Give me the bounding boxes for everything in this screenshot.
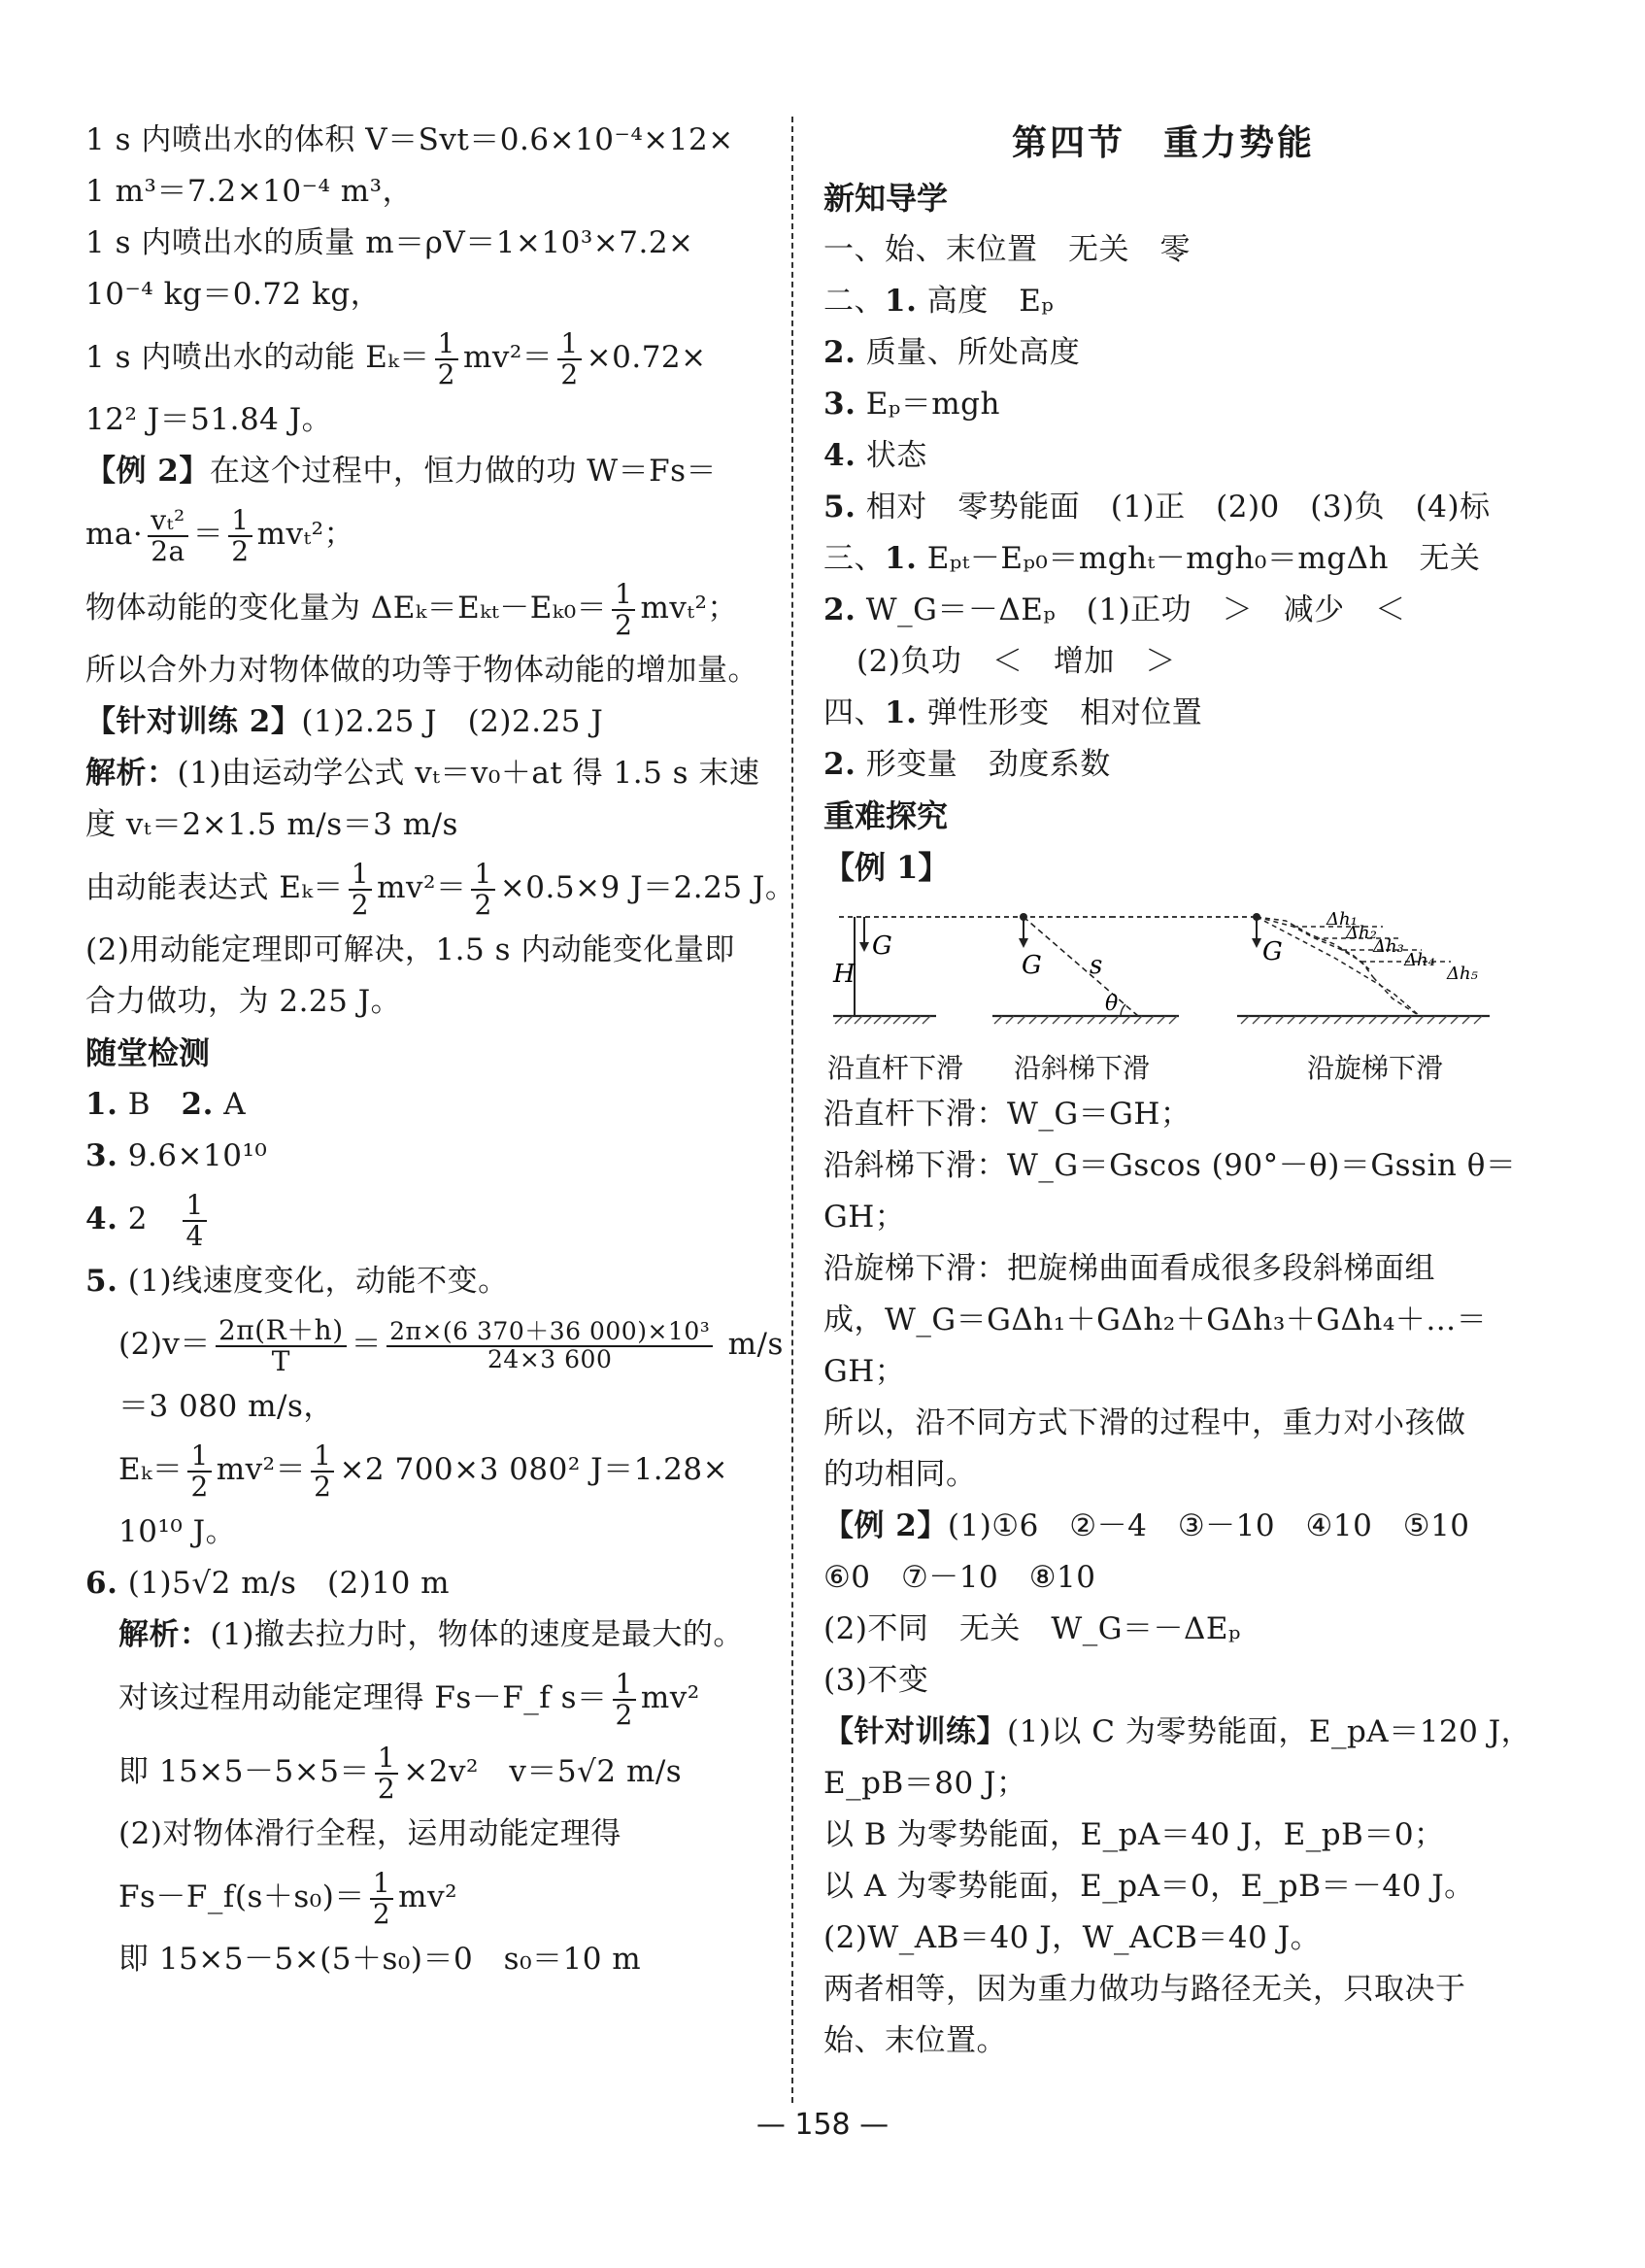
ground-hatch — [1241, 1016, 1482, 1024]
text-line: 的功相同。 — [823, 1457, 977, 1492]
fraction-denominator: 2 — [474, 888, 492, 921]
text-span: 物体动能的变化量为 ΔEₖ＝Eₖₜ－Eₖ₀＝ — [85, 591, 608, 626]
text-line: 以 B 为零势能面，E_pA＝40 J，E_pB＝0； — [823, 1817, 1445, 1852]
text-line: (2)用动能定理即可解决，1.5 s 内动能变化量即 — [85, 932, 735, 967]
text-span: mv²＝ — [377, 870, 467, 905]
angle-label: θ — [1105, 992, 1119, 1016]
text-line: 10¹⁰ J。 — [118, 1514, 237, 1549]
text-span: (1)2.25 J (2)2.25 J — [301, 704, 604, 739]
angle-arc — [1121, 1004, 1125, 1016]
text-span: (1)5√2 m/s (2)10 m — [118, 1566, 451, 1601]
text-span: Fs－F_f(s＋s₀)＝ — [118, 1879, 365, 1914]
text-line — [85, 851, 796, 925]
text-line: (2)不同 无关 W_G＝－ΔEₚ — [823, 1611, 1241, 1646]
question-number: 1. — [85, 1087, 118, 1122]
text-line — [823, 1501, 1503, 1552]
question-number: 2. — [181, 1087, 214, 1122]
item-number: 1. — [885, 284, 918, 319]
step-label: Δh₅ — [1447, 964, 1478, 984]
fraction-numerator: vₜ² — [148, 506, 188, 536]
item-number: 5. — [823, 490, 856, 525]
text-line: 12² J＝51.84 J。 — [85, 402, 333, 437]
item-number: 3. — [823, 387, 856, 422]
gravity-label: G — [1022, 951, 1042, 980]
gravity-label: G — [1262, 937, 1283, 966]
right-column — [823, 115, 1532, 2067]
question-number: 5. — [85, 1264, 118, 1299]
fraction-numerator: 1 — [435, 329, 458, 359]
item-number: 2. — [823, 335, 856, 370]
question-number: 4. — [85, 1202, 118, 1236]
fraction — [435, 329, 458, 389]
text-line — [823, 430, 1503, 482]
fraction — [349, 860, 372, 919]
gravity-label: G — [872, 931, 892, 961]
fraction-numerator: 1 — [228, 506, 252, 536]
text-line — [85, 1735, 765, 1809]
text-span: mvₜ²； — [640, 591, 738, 626]
text-line: 1 s 内喷出水的质量 m＝ρV＝1×10³×7.2× — [85, 225, 694, 260]
text-span: 在这个过程中，恒力做的功 W＝Fs＝ — [209, 454, 718, 489]
text-line — [85, 1558, 765, 1609]
text-line: GH； — [823, 1200, 906, 1235]
text-span: (1)撤去拉力时，物体的速度是最大的。 — [210, 1617, 744, 1652]
text-line: (2)对物体滑行全程，运用动能定理得 — [118, 1816, 621, 1851]
text-line: 合力做功，为 2.25 J。 — [85, 984, 402, 1019]
text-line — [85, 748, 765, 799]
text-line — [85, 1256, 765, 1307]
text-span: 高度 Eₚ — [917, 284, 1055, 319]
text-line: (2)W_AB＝40 J，W_ACB＝40 J。 — [823, 1920, 1322, 1955]
section-title: 第四节 重力势能 — [1011, 123, 1315, 163]
text-line — [823, 379, 1503, 430]
text-span: 三、 — [823, 541, 885, 576]
text-line: (2)负功 ＜ 增加 ＞ — [856, 644, 1176, 679]
fraction — [375, 1743, 398, 1803]
example-tag: 【例 2】 — [823, 1508, 948, 1543]
step-label: Δh₃ — [1373, 936, 1404, 957]
text-span: ×0.5×9 J＝2.25 J。 — [499, 870, 796, 905]
question-number: 6. — [85, 1566, 118, 1601]
text-span: (2)v＝ — [118, 1327, 211, 1362]
analysis-tag: 解析： — [85, 756, 178, 791]
text-span: 四、 — [823, 695, 885, 730]
text-span: ma· — [85, 517, 144, 552]
text-span: mvₜ²； — [256, 517, 355, 552]
text-line: (3)不变 — [823, 1663, 929, 1698]
text-span: 对该过程用动能定理得 Fs－F_f s＝ — [118, 1680, 608, 1715]
fraction-numerator: 1 — [375, 1743, 398, 1774]
fraction-denominator: 4 — [185, 1219, 204, 1252]
text-line: ＝3 080 m/s， — [118, 1389, 334, 1424]
fraction — [311, 1441, 334, 1501]
text-span: W_G＝－ΔEₚ (1)正功 ＞ 减少 ＜ — [856, 592, 1406, 627]
text-line: 所以合外力对物体做的功等于物体动能的增加量。 — [85, 653, 758, 688]
fraction-numerator: 1 — [311, 1441, 334, 1472]
text-span: (1)由运动学公式 vₜ＝v₀＋at 得 1.5 s 末速 — [177, 756, 760, 791]
text-line — [823, 327, 1503, 379]
text-line — [85, 446, 765, 497]
fraction — [228, 506, 252, 565]
figure-caption: 沿旋梯下滑 — [1307, 1052, 1444, 1084]
fraction-denominator: 2 — [377, 1772, 396, 1805]
text-span: mv²＝ — [462, 340, 554, 375]
fraction — [557, 329, 581, 389]
example-tag: 【例 1】 — [823, 849, 950, 886]
text-line: 以 A 为零势能面，E_pA＝0，E_pB＝－40 J。 — [823, 1869, 1475, 1904]
text-span: 弹性形变 相对位置 — [917, 695, 1203, 730]
text-line — [823, 739, 1503, 791]
text-line — [85, 1079, 765, 1131]
text-line: 两者相等，因为重力做功与路径无关，只取决于 — [823, 1972, 1466, 2007]
slide-diagram — [829, 899, 1499, 1045]
text-span: (1)线速度变化，动能不变。 — [118, 1264, 509, 1299]
figure-caption: 沿斜梯下滑 — [1014, 1052, 1151, 1084]
text-line: GH； — [823, 1354, 906, 1389]
text-line: 1 m³＝7.2×10⁻⁴ m³， — [85, 174, 414, 209]
text-line — [85, 1131, 765, 1182]
height-label: H — [833, 960, 856, 989]
slide-figure — [823, 899, 1503, 1089]
fraction-denominator: 2 — [314, 1470, 332, 1503]
fraction-numerator: 1 — [187, 1441, 211, 1472]
fraction-numerator: 1 — [183, 1191, 206, 1221]
fraction-denominator: 2 — [372, 1897, 391, 1930]
text-line — [823, 533, 1503, 585]
text-line: 1 s 内喷出水的体积 V＝Svt＝0.6×10⁻⁴×12× — [85, 122, 734, 157]
text-span: Eₖ＝ — [118, 1452, 184, 1487]
fraction — [612, 580, 635, 639]
text-line — [85, 571, 765, 645]
text-line: 即 15×5－5×(5＋s₀)＝0 s₀＝10 m — [118, 1942, 642, 1977]
gravity-arrow-head — [859, 942, 869, 952]
figure-caption: 沿直杆下滑 — [827, 1052, 964, 1084]
text-line: ⑥0 ⑦－10 ⑧10 — [823, 1560, 1096, 1595]
text-line — [85, 1182, 765, 1256]
text-span: 形变量 劲度系数 — [856, 747, 1111, 782]
training-tag: 【针对训练 2】 — [85, 704, 302, 739]
fraction-numerator: 1 — [557, 329, 581, 359]
text-span: A — [213, 1087, 247, 1122]
fraction-denominator: 2a — [151, 534, 185, 567]
item-number: 4. — [823, 438, 856, 473]
text-line — [823, 482, 1503, 533]
text-span: (1)以 C 为零势能面，E_pA＝120 J， — [1007, 1714, 1532, 1749]
fraction-numerator: 1 — [370, 1869, 393, 1899]
step-label: Δh₁ — [1326, 909, 1358, 930]
text-line — [823, 585, 1503, 636]
fraction — [370, 1869, 393, 1928]
fraction-denominator: 2 — [560, 357, 579, 390]
text-span: B — [118, 1087, 182, 1122]
fraction-numerator: 1 — [612, 580, 635, 610]
text-span: 9.6×10¹⁰ — [118, 1138, 268, 1173]
text-line — [823, 1707, 1532, 1758]
fraction-numerator: 1 — [613, 1670, 636, 1700]
gravity-arrow-head — [1019, 938, 1028, 948]
text-span: mv² — [398, 1879, 458, 1914]
text-line — [85, 1433, 765, 1506]
text-line: 一、始、末位置 无关 零 — [823, 232, 1191, 267]
text-line — [85, 696, 765, 748]
fraction-denominator: 2 — [231, 534, 250, 567]
section-heading: 新知导学 — [823, 180, 949, 217]
text-span: ×2v² v＝5√2 m/s — [403, 1754, 683, 1789]
text-span: ＝ — [192, 517, 224, 552]
fraction-denominator: 2 — [615, 608, 633, 641]
fraction — [187, 1441, 211, 1501]
fraction-denominator: 2 — [615, 1698, 633, 1731]
text-line: 10⁻⁴ kg＝0.72 kg， — [85, 277, 382, 312]
step-label: Δh₄ — [1404, 950, 1435, 970]
text-line: 沿旋梯下滑：把旋梯曲面看成很多段斜梯面组 — [823, 1251, 1435, 1286]
distance-label: s — [1090, 951, 1103, 980]
text-span: ×0.72× — [586, 340, 707, 375]
text-line — [85, 497, 765, 571]
text-span: (1)①6 ②－4 ③－10 ④10 ⑤10 — [947, 1508, 1470, 1543]
fraction-denominator: 2 — [351, 888, 370, 921]
text-line — [85, 1661, 765, 1735]
section-heading: 重难探究 — [823, 797, 949, 834]
fraction — [183, 1191, 206, 1250]
text-span: 状态 — [856, 438, 927, 473]
example-tag: 【例 2】 — [85, 454, 210, 489]
text-line — [85, 1609, 765, 1661]
item-number: 1. — [885, 541, 918, 576]
fraction-numerator: 1 — [471, 860, 494, 890]
ground-hatch — [835, 1016, 930, 1024]
item-number: 2. — [823, 592, 856, 627]
fraction-numerator: 2π(R＋h) — [216, 1316, 347, 1346]
text-span: 相对 零势能面 (1)正 (2)0 (3)负 (4)标 — [856, 490, 1491, 525]
step-label: Δh₂ — [1346, 923, 1377, 943]
fraction-denominator: T — [271, 1344, 290, 1377]
text-span: Eₚₜ－Eₚ₀＝mghₜ－mgh₀＝mgΔh 无关 — [917, 541, 1481, 576]
text-line: 沿斜梯下滑：W_G＝Gscos (90°－θ)＝Gssin θ＝ — [823, 1148, 1517, 1183]
fraction-denominator: 24×3 600 — [487, 1344, 613, 1373]
text-line — [823, 688, 1503, 739]
training-tag: 【针对训练】 — [823, 1714, 1007, 1749]
text-span: ＝ — [351, 1327, 383, 1362]
section-heading: 随堂检测 — [85, 1034, 211, 1071]
question-number: 3. — [85, 1138, 118, 1173]
text-span: mv²＝ — [216, 1452, 307, 1487]
fraction — [471, 860, 494, 919]
fraction-denominator: 2 — [190, 1470, 209, 1503]
fraction — [216, 1316, 347, 1375]
fraction — [386, 1319, 713, 1372]
text-line — [85, 1307, 784, 1381]
fraction — [613, 1670, 636, 1729]
text-line: E_pB＝80 J； — [823, 1766, 1027, 1801]
text-span: Eₚ＝mgh — [856, 387, 1000, 422]
text-span: 质量、所处高度 — [856, 335, 1081, 370]
text-line — [85, 321, 765, 394]
fraction-denominator: 2 — [437, 357, 455, 390]
page-number: — 158 — — [755, 2108, 890, 2142]
text-span: 1 s 内喷出水的动能 Eₖ＝ — [85, 340, 430, 375]
text-span: mv² — [640, 1680, 700, 1715]
fraction — [148, 506, 188, 565]
text-span: m/s — [718, 1327, 784, 1362]
text-line — [85, 1860, 765, 1934]
text-line — [823, 276, 1503, 327]
gravity-arrow-head — [1252, 938, 1261, 948]
text-span: 由动能表达式 Eₖ＝ — [85, 870, 344, 905]
item-number: 2. — [823, 747, 856, 782]
fraction-numerator: 2π×(6 370＋36 000)×10³ — [386, 1319, 713, 1346]
analysis-tag: 解析： — [118, 1617, 211, 1652]
item-number: 1. — [885, 695, 918, 730]
text-line: 沿直杆下滑：W_G＝GH； — [823, 1097, 1192, 1132]
text-span: 二、 — [823, 284, 885, 319]
text-span: ×2 700×3 080² J＝1.28× — [339, 1452, 729, 1487]
fraction-numerator: 1 — [349, 860, 372, 890]
text-line: 始、末位置。 — [823, 2023, 1007, 2058]
text-line: 所以，沿不同方式下滑的过程中，重力对小孩做 — [823, 1405, 1466, 1440]
left-column — [85, 115, 796, 1985]
text-span: 即 15×5－5×5＝ — [118, 1754, 370, 1789]
text-span: 2 — [118, 1202, 179, 1236]
ground-hatch — [994, 1016, 1177, 1024]
column-divider — [791, 117, 793, 2103]
text-line: 成，W_G＝GΔh₁＋GΔh₂＋GΔh₃＋GΔh₄＋…＝ — [823, 1303, 1488, 1337]
text-line: 度 vₜ＝2×1.5 m/s＝3 m/s — [85, 807, 458, 842]
